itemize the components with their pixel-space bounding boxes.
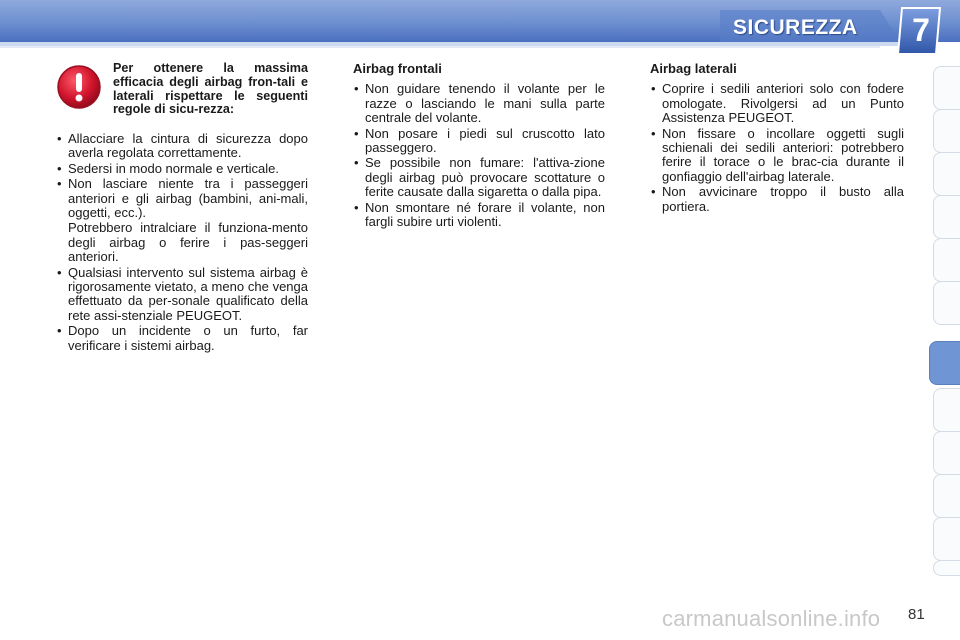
page-header	[0, 0, 960, 58]
column-general-rules	[56, 62, 308, 354]
rules-list-continued	[56, 266, 308, 353]
chapter-tab[interactable]	[933, 517, 960, 561]
list-item: • Non posare i piedi sul cruscotto lato passeggero.	[353, 127, 605, 156]
warning-box	[56, 62, 308, 132]
section-heading: Airbag laterali	[650, 61, 737, 76]
list-item: • Dopo un incidente o un furto, far verificare i sistemi airbag.	[56, 324, 308, 353]
chapter-tab[interactable]	[933, 560, 960, 576]
watermark: carmanualsonline.info	[662, 606, 881, 631]
section-heading: Airbag frontali	[353, 61, 442, 76]
section-title: SICUREZZA	[733, 16, 858, 39]
chapter-tab[interactable]	[933, 431, 960, 475]
page-number: 81	[908, 606, 925, 623]
chapter-tab[interactable]	[933, 152, 960, 196]
list-item: • Non fissare o incollare oggetti sugli schienali dei sedili anteriori: potrebbero ferire il torace o le brac-cia durante il gonfiaggio dell'airbag laterale.	[650, 127, 904, 185]
list-item: • Non guidare tenendo il volante per le razze o lasciando le mani sulla parte centrale del volante.	[353, 82, 605, 125]
chapter-tabs	[930, 66, 960, 576]
exclamation-warning-icon	[56, 64, 102, 110]
chapter-tab[interactable]	[933, 474, 960, 518]
list-item: • Se possibile non fumare: l'attiva-zione degli airbag può provocare scottature o ferite causate dalla sigaretta o dalla pipa.	[353, 156, 605, 199]
list-item: • Non avvicinare troppo il busto alla portiera.	[650, 185, 904, 214]
side-airbag-list	[650, 82, 904, 214]
chapter-tab[interactable]	[933, 388, 960, 432]
front-airbag-list	[353, 82, 605, 229]
column-front-airbags	[353, 62, 605, 230]
chapter-tab[interactable]	[933, 109, 960, 153]
chapter-tab[interactable]	[933, 66, 960, 110]
chapter-tab[interactable]	[933, 238, 960, 282]
list-item: • Qualsiasi intervento sul sistema airbag è rigorosamente vietato, a meno che venga effettuato da per-sonale qualificato della rete assi-stenziale PEUGEOT.	[56, 266, 308, 324]
list-item: • Non smontare né forare il volante, non fargli subire urti violenti.	[353, 201, 605, 230]
column-side-airbags	[650, 62, 904, 215]
list-item: • Coprire i sedili anteriori solo con fodere omologate. Rivolgersi ad un Punto Assistenza PEUGEOT.	[650, 82, 904, 125]
warning-text: Per ottenere la massima efficacia degli airbag fron-tali e laterali rispettare le seguenti regole di sicu-rezza:	[113, 61, 308, 117]
chapter-tab[interactable]	[933, 281, 960, 325]
list-note: Potrebbero intralciare il funziona-mento degli airbag o ferire i pas-seggeri anteriori.	[68, 220, 308, 265]
chapter-tab[interactable]	[933, 195, 960, 239]
chapter-number: 7	[912, 12, 930, 48]
list-item: • Allacciare la cintura di sicurezza dopo averla regolata correttamente.	[56, 132, 308, 161]
chapter-tab-active[interactable]	[929, 341, 960, 385]
list-item: • Sedersi in modo normale e verticale.	[56, 162, 308, 176]
rules-list	[56, 132, 308, 220]
list-item: • Non lasciare niente tra i passeggeri anteriori e gli airbag (bambini, ani-mali, oggetti, ecc.).	[56, 177, 308, 220]
